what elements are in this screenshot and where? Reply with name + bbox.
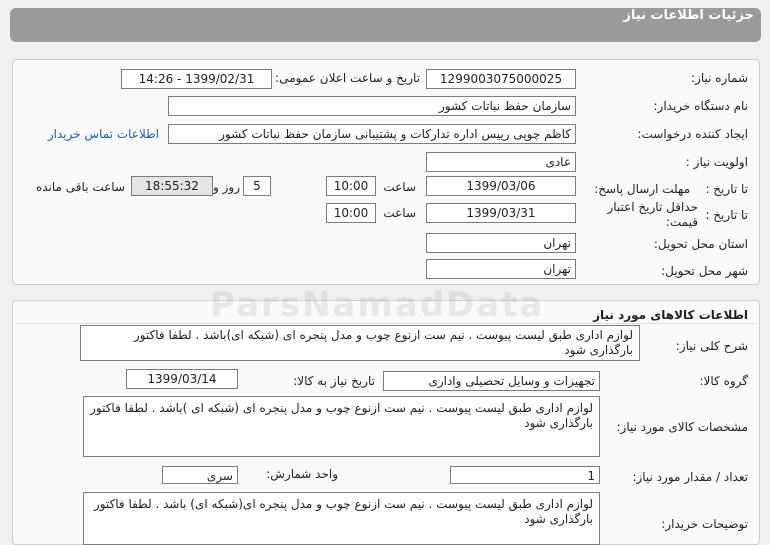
validity-date-field: 1399/03/31 xyxy=(426,203,576,223)
group-label: گروه کالا: xyxy=(699,374,748,388)
goods-section-title: اطلاعات کالاهای مورد نیاز xyxy=(593,308,748,322)
quantity-field: 1 xyxy=(450,466,600,484)
specs-label: مشخصات کالای مورد نیاز: xyxy=(616,420,748,434)
reply-deadline-label: مهلت ارسال پاسخ: xyxy=(594,182,690,196)
summary-field: لوازم اداری طبق لیست پیوست . نیم ست ازنوع چوب و مدل پنجره ای (شبکه ای)باشد . لطفا فاکتور بارگذاری شود xyxy=(80,325,640,361)
validity-until-label: تا تاریخ : xyxy=(705,208,748,222)
page-title: جزئیات اطلاعات نیاز xyxy=(623,8,754,23)
reply-until-label: تا تاریخ : xyxy=(705,182,748,196)
need-date-field: 1399/03/14 xyxy=(126,369,238,389)
buyer-org-field: سازمان حفظ نباتات کشور xyxy=(168,96,576,116)
quantity-label: تعداد / مقدار مورد نیاز: xyxy=(632,470,748,484)
requester-field: کاظم چوپی رییس اداره تدارکات و پشتیبانی سازمان حفظ نباتات کشور xyxy=(168,124,576,144)
days-field: 5 xyxy=(243,176,271,196)
announce-field: 1399/02/31 - 14:26 xyxy=(121,69,272,89)
reply-time-label: ساعت xyxy=(383,180,416,194)
need-info-panel xyxy=(12,59,760,285)
group-field: تجهیزات و وسایل تحصیلی واداری xyxy=(383,371,600,391)
validity-time-field: 10:00 xyxy=(326,203,376,223)
watermark-text: ParsNamadData xyxy=(210,285,545,325)
specs-field: لوازم اداری طبق لیست پیوست . نیم ست ازنوع چوب و مدل پنجره ای (شبکه ای )باشد . لطفا فاکتور بارگذاری شود xyxy=(83,396,600,457)
remaining-time-field: 18:55:32 xyxy=(131,176,213,196)
priority-field: عادی xyxy=(426,152,576,172)
unit-field: سری xyxy=(162,466,238,484)
reply-date-field: 1399/03/06 xyxy=(426,176,576,196)
validity-time-label: ساعت xyxy=(383,206,416,220)
requester-label: ایجاد کننده درخواست: xyxy=(637,127,748,141)
unit-label: واحد شمارش: xyxy=(266,467,338,481)
summary-label: شرح کلی نیاز: xyxy=(675,339,748,353)
need-number-field: 1299003075000025 xyxy=(426,69,576,89)
need-number-label: شماره نیاز: xyxy=(691,71,748,85)
reply-time-field: 10:00 xyxy=(326,176,376,196)
city-field: تهران xyxy=(426,259,576,279)
province-field: تهران xyxy=(426,233,576,253)
buyer-notes-label: توضیحات خریدار: xyxy=(661,517,748,531)
remaining-label: ساعت باقی مانده xyxy=(35,180,125,194)
province-label: استان محل تحویل: xyxy=(653,237,748,251)
contact-info-link[interactable]: اطلاعات تماس خریدار xyxy=(47,127,159,141)
buyer-notes-field: لوازم اداری طبق لیست پیوست . نیم ست ازنوع چوب و مدل پنجره ای(شبکه ای) باشد . لطفا فاکتور بارگذاری شود xyxy=(83,492,600,545)
buyer-org-label: نام دستگاه خریدار: xyxy=(653,99,748,113)
need-date-label: تاریخ نیاز به کالا: xyxy=(293,374,375,388)
city-label: شهر محل تحویل: xyxy=(661,264,748,278)
announce-label: تاریخ و ساعت اعلان عمومی: xyxy=(275,71,420,85)
price-validity-label: حداقل تاریخ اعتبار قیمت: xyxy=(607,200,698,229)
days-label: روز و xyxy=(213,180,240,194)
priority-label: اولویت نیاز : xyxy=(685,155,748,169)
